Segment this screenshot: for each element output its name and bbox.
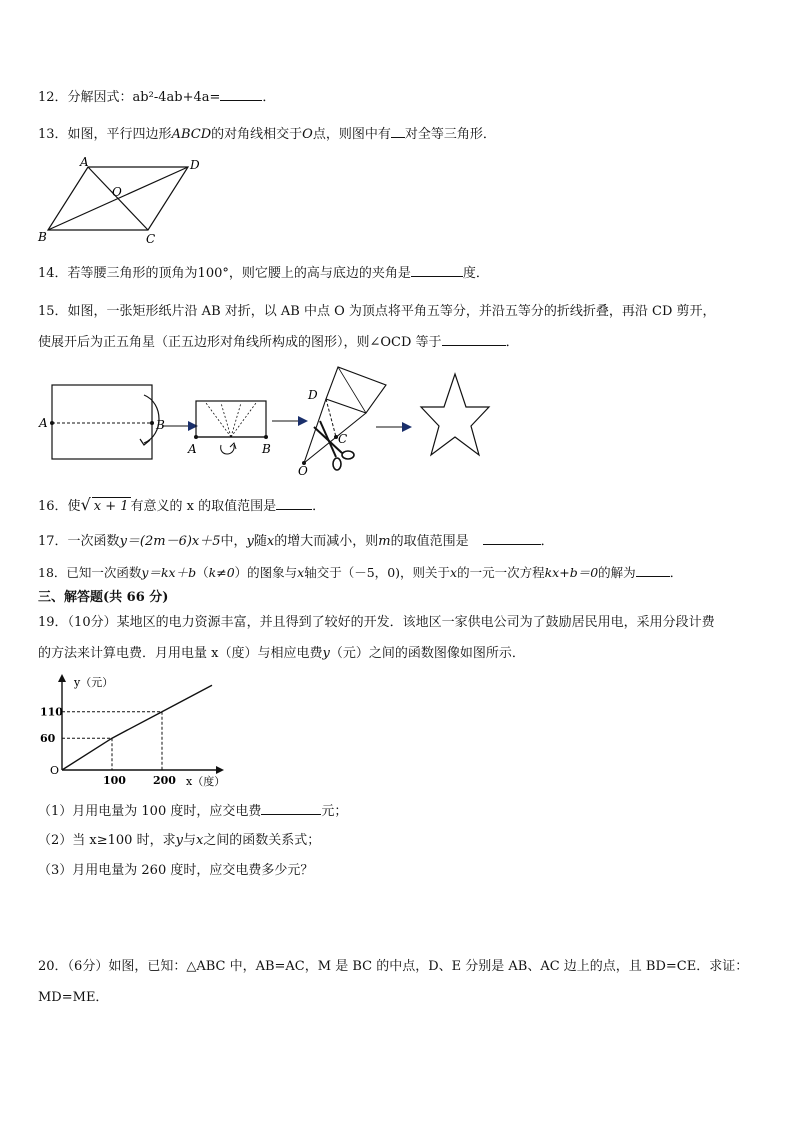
label-a: A bbox=[80, 155, 89, 169]
sqrt-symbol: √ bbox=[80, 495, 91, 514]
answer-blank[interactable] bbox=[391, 125, 405, 138]
question-13: 13．如图，平行四边形ABCD的对角线相交于O点，则图中有 对全等三角形． bbox=[38, 127, 496, 142]
question-number: 12． bbox=[38, 90, 68, 105]
question-15-line-1: 15．如图，一张矩形纸片沿 AB 对折，以 AB 中点 O 为顶点将平角五等分，并沿五等分的折线折叠，再沿 CD 剪开， bbox=[38, 304, 716, 319]
question-text: 分解因式：ab²-4ab+4a= bbox=[67, 90, 221, 105]
y-tick-label: 110 bbox=[40, 705, 63, 719]
answer-blank[interactable] bbox=[636, 564, 670, 577]
label-b: B bbox=[156, 418, 165, 432]
answer-blank[interactable] bbox=[220, 88, 262, 101]
label-b: B bbox=[38, 230, 47, 244]
label-d: D bbox=[190, 158, 200, 172]
question-14: 14．若等腰三角形的顶角为100°，则它腰上的高与底边的夹角是 度． bbox=[38, 266, 489, 281]
question-20-line-2: MD=ME． bbox=[38, 990, 109, 1005]
label-o: O bbox=[112, 185, 122, 199]
question-20-line-1: 20．（6分）如图，已知：△ABC 中，AB=AC，M 是 BC 的中点，D、E 分别是 AB、AC 边上的点，且 BD=CE．求证： bbox=[38, 959, 749, 974]
question-19-line-2: 的方法来计算电费．月用电量 x（度）与相应电费y（元）之间的函数图像如图所示． bbox=[38, 646, 525, 661]
y-tick-label: 60 bbox=[40, 732, 56, 746]
label-c: C bbox=[146, 232, 156, 246]
x-tick-label: 200 bbox=[153, 774, 176, 787]
label-a-2: A bbox=[188, 442, 197, 456]
label-b-2: B bbox=[262, 442, 271, 456]
question-16: 16．使√ x + 1 有意义的 x 的取值范围是 ． bbox=[38, 495, 326, 514]
answer-blank[interactable] bbox=[276, 497, 312, 510]
question-17: 17．一次函数y＝(2m－6)x＋5中，y随x的增大而减小，则m的取值范围是 ． bbox=[38, 534, 554, 549]
label-o: O bbox=[298, 464, 308, 478]
label-a: A bbox=[39, 416, 48, 430]
answer-blank[interactable] bbox=[442, 333, 506, 346]
section-heading: 三、解答题(共 66 分) bbox=[38, 590, 169, 605]
y-axis-arrow bbox=[58, 674, 66, 682]
answer-blank[interactable] bbox=[261, 802, 321, 815]
series-line-extension bbox=[162, 685, 212, 712]
label-c: C bbox=[338, 432, 348, 446]
question-19-sub-2: （2）当 x≥100 时，求y与x之间的函数关系式； bbox=[38, 833, 321, 848]
origin-label: O bbox=[50, 764, 60, 777]
answer-blank[interactable] bbox=[411, 264, 463, 277]
question-18: 18．已知一次函数y＝kx＋b（k≠0）的图象与x轴交于（－5，0)，则关于x的一元一次方程kx+b＝0的解为 ． bbox=[38, 565, 683, 580]
x-axis-arrow bbox=[216, 766, 224, 774]
answer-blank[interactable] bbox=[483, 532, 541, 545]
label-d: D bbox=[308, 388, 318, 402]
question-15-line-2: 使展开后为正五角星（正五边形对角线所构成的图形），则∠OCD 等于 ． bbox=[38, 335, 519, 350]
question-19-line-1: 19．（10分）某地区的电力资源丰富，并且得到了较好的开发．该地区一家供电公司为了鼓励居民用电，采用分段计费 bbox=[38, 615, 715, 630]
folding-star-figure bbox=[36, 365, 506, 480]
y-axis-label: y（元） bbox=[74, 676, 114, 689]
x-tick-label: 100 bbox=[103, 774, 126, 787]
question-12: 12．分解因式：ab²-4ab+4a= ． bbox=[38, 90, 276, 105]
star-shape bbox=[421, 374, 489, 455]
question-19-sub-3: （3）月用电量为 260 度时，应交电费多少元？ bbox=[38, 863, 314, 878]
parallelogram-figure bbox=[36, 155, 206, 250]
question-19-sub-1: （1）月用电量为 100 度时，应交电费 元； bbox=[38, 804, 348, 819]
x-axis-label: x（度） bbox=[186, 775, 226, 788]
electricity-chart bbox=[36, 670, 236, 795]
